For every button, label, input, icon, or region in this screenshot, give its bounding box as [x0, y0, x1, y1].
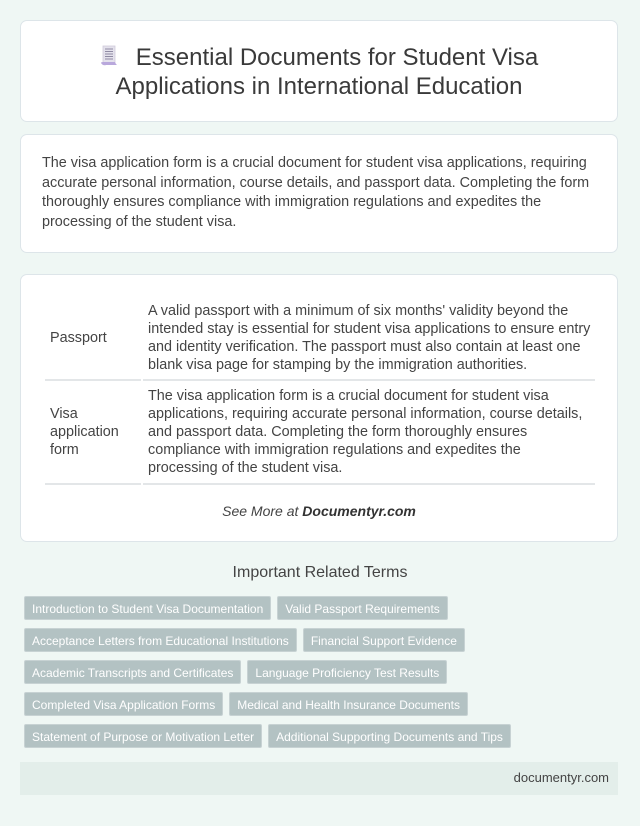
title-text: Essential Documents for Student Visa Applications in International Education	[115, 44, 539, 100]
footer-bar	[20, 762, 618, 795]
header-card	[20, 20, 618, 122]
see-more-link[interactable]	[21, 503, 617, 519]
term-cell: Visa application form	[45, 381, 141, 485]
related-terms-heading: Important Related Terms	[232, 564, 408, 581]
description-cell: A valid passport with a minimum of six months' validity beyond the intended stay is essential for student visa applications to ensure entry and identity verification. The passport must also contain at least one blank visa page for stamping by the immigration authorities.	[143, 297, 595, 381]
related-term-tag[interactable]: Language Proficiency Test Results	[247, 660, 447, 684]
related-term-tag[interactable]: Valid Passport Requirements	[277, 596, 448, 620]
related-terms-list	[24, 596, 614, 756]
description-cell: The visa application form is a crucial document for student visa applications, requiring accurate personal information, course details, and passport data. Completing the form thoroughly ensures compliance with immigration regulations and expedites the processing of the student visa.	[143, 381, 595, 485]
page-title	[21, 43, 617, 101]
term-cell: Passport	[45, 297, 141, 381]
related-term-tag[interactable]: Academic Transcripts and Certificates	[24, 660, 241, 684]
related-term-tag[interactable]: Additional Supporting Documents and Tips	[268, 724, 511, 748]
documents-table	[43, 297, 597, 485]
intro-card	[20, 134, 618, 253]
table-row	[45, 381, 595, 485]
intro-text: The visa application form is a crucial document for student visa applications, requiring accurate personal information, course details, and passport data. Completing the form thoroughly ensures compliance with immigration regulations and expedites the processing of the student visa.	[42, 155, 590, 230]
see-more-site[interactable]: Documentyr.com	[302, 503, 416, 519]
related-term-tag[interactable]: Financial Support Evidence	[303, 628, 465, 652]
document-icon	[100, 45, 118, 67]
footer-site-link[interactable]: documentyr.com	[513, 770, 609, 785]
related-term-tag[interactable]: Statement of Purpose or Motivation Letter	[24, 724, 262, 748]
related-term-tag[interactable]: Acceptance Letters from Educational Institutions	[24, 628, 297, 652]
see-more-prefix: See More at	[222, 503, 303, 519]
related-term-tag[interactable]: Completed Visa Application Forms	[24, 692, 223, 716]
related-term-tag[interactable]: Introduction to Student Visa Documentation	[24, 596, 271, 620]
documents-table-card	[20, 274, 618, 542]
related-term-tag[interactable]: Medical and Health Insurance Documents	[229, 692, 468, 716]
table-row	[45, 297, 595, 381]
